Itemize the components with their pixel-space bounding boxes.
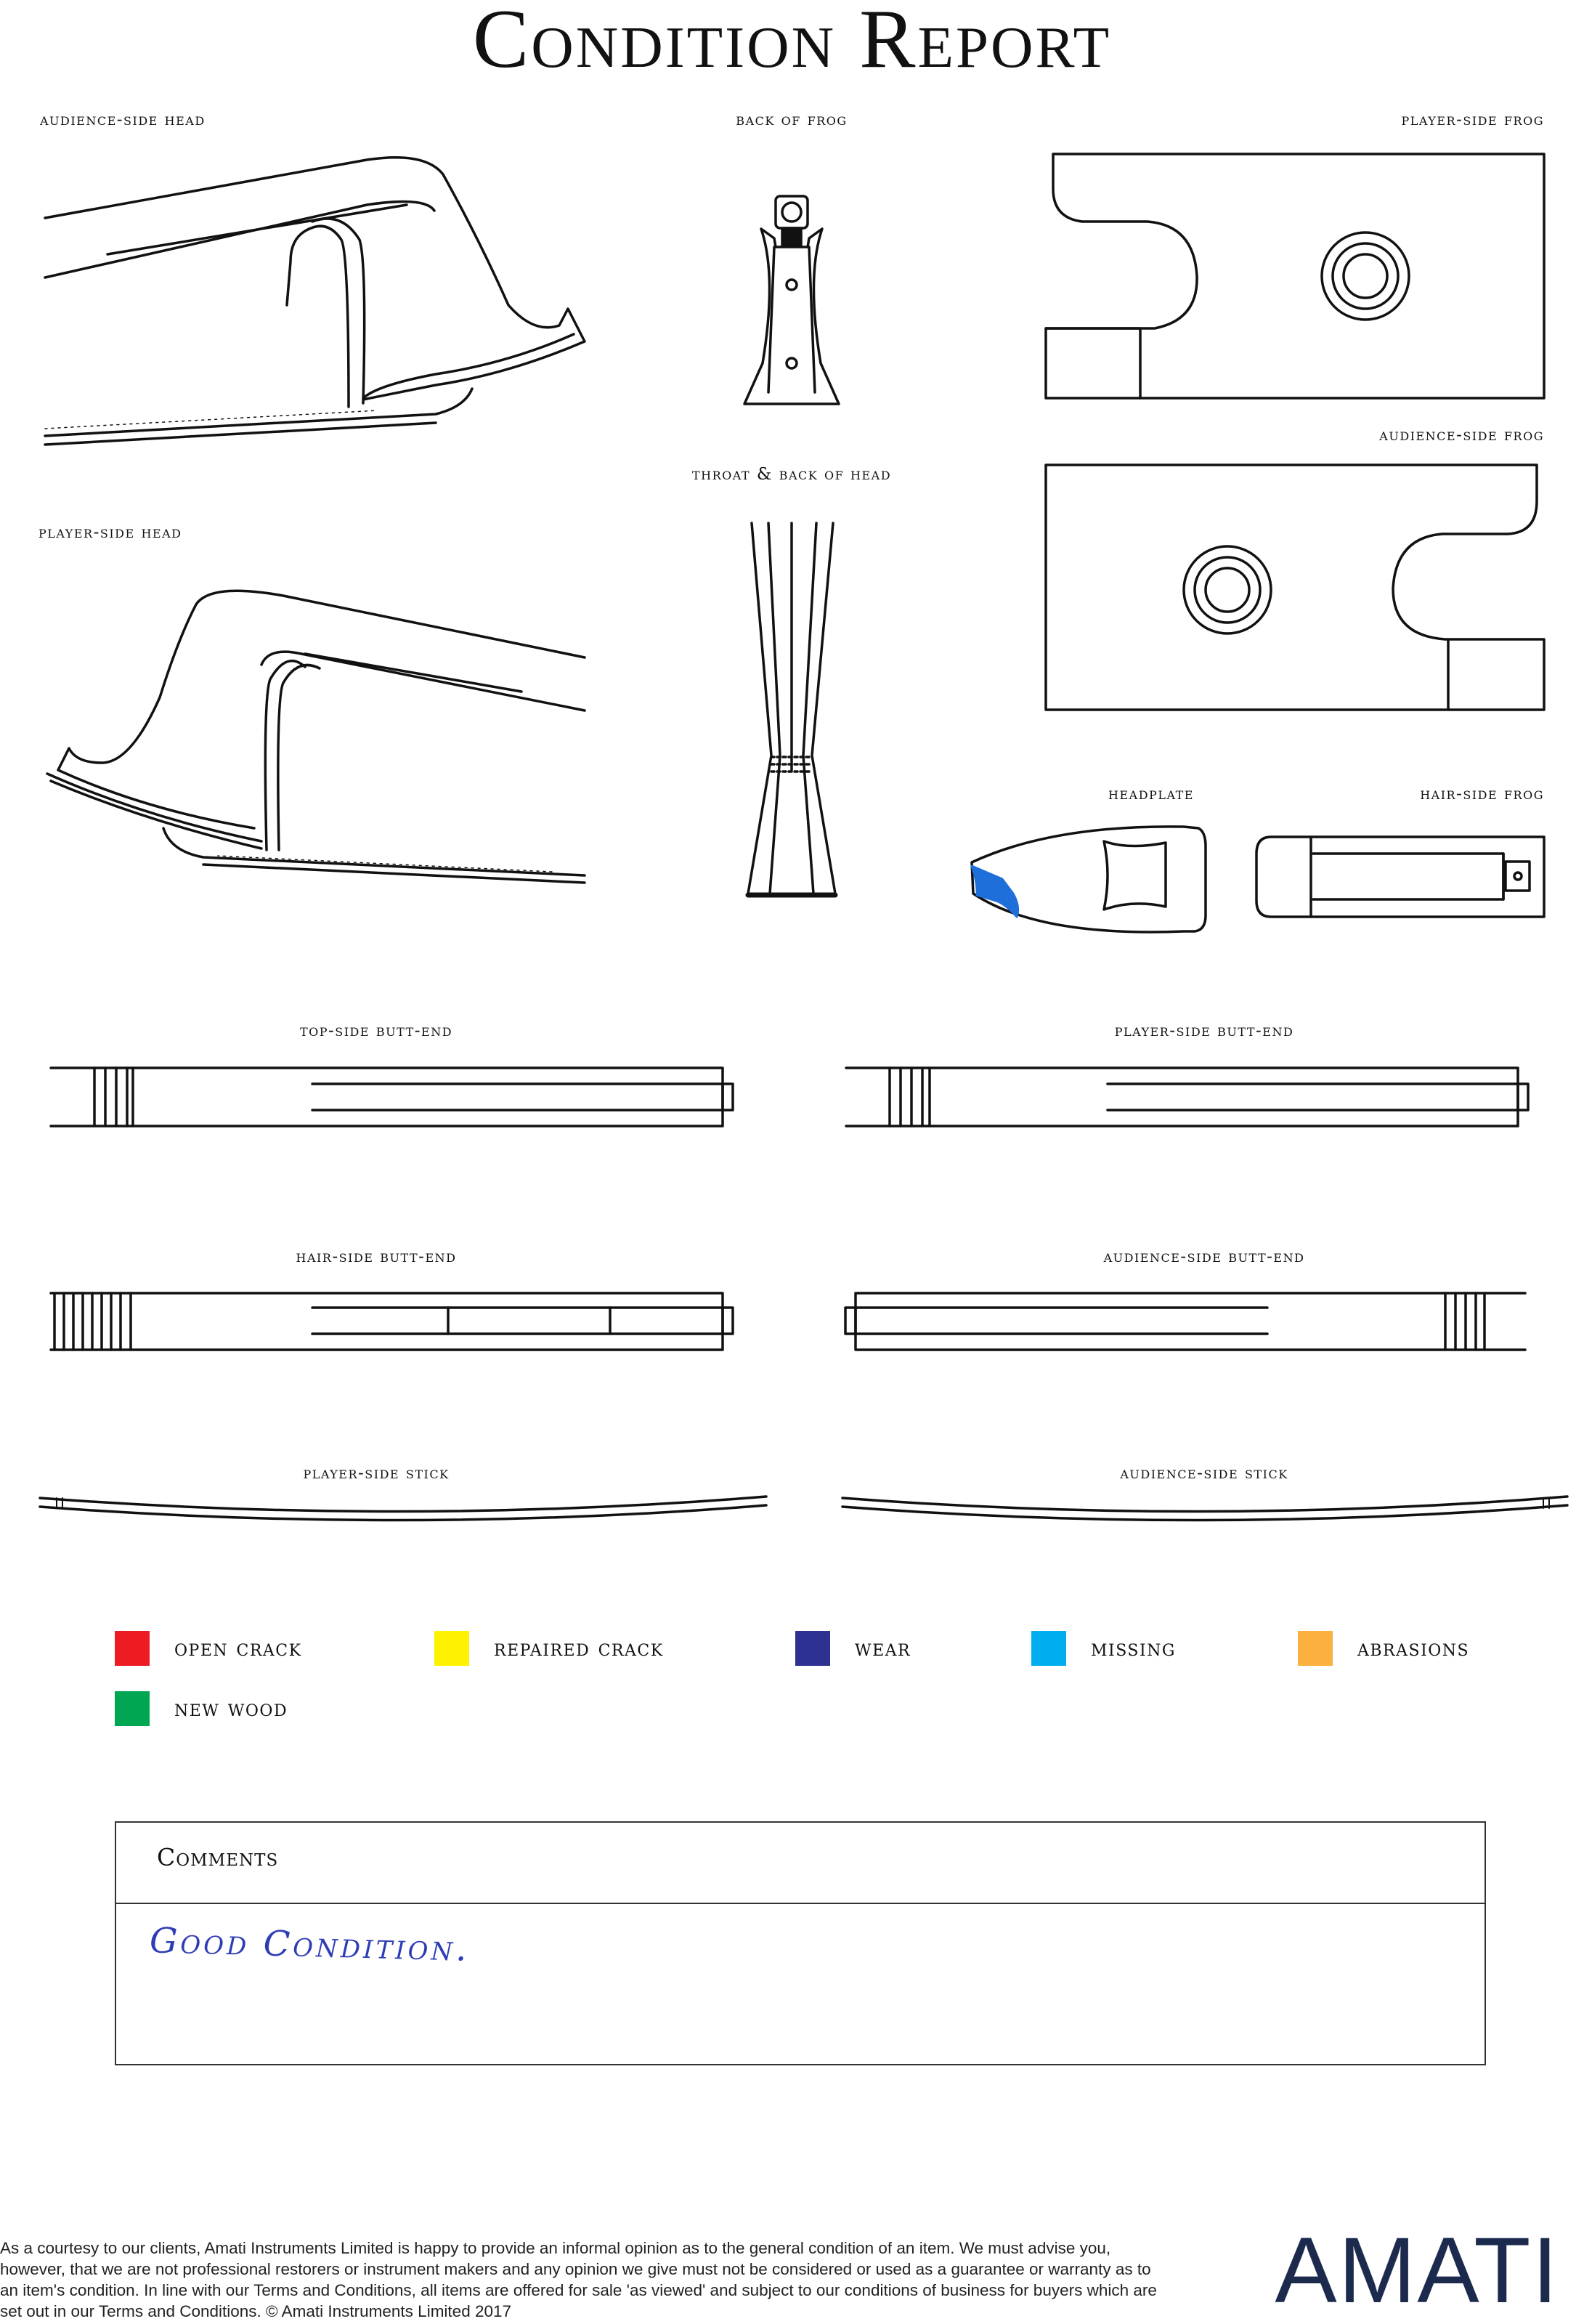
open-crack-swatch [115, 1631, 150, 1666]
audience-side-butt-end-drawing [845, 1293, 1525, 1350]
player-side-frog-drawing [1046, 154, 1544, 398]
legend-label: repaired crack [494, 1635, 664, 1661]
legend-wear [795, 1631, 911, 1666]
legend-missing [1031, 1631, 1176, 1666]
top-side-butt-end-drawing [51, 1068, 733, 1126]
player-side-stick-drawing [40, 1497, 766, 1521]
amati-logo: AMATI [1275, 2219, 1559, 2323]
legend-abrasions [1298, 1631, 1469, 1666]
legend-label: new wood [174, 1696, 288, 1722]
comments-header [116, 1823, 1485, 1904]
wear-swatch [795, 1631, 830, 1666]
throat-back-of-head-drawing [748, 523, 835, 895]
audience-side-stick-drawing [842, 1497, 1567, 1521]
label-audience-side-frog: audience-side frog [1379, 426, 1544, 445]
audience-side-head-drawing [45, 158, 585, 445]
abrasions-swatch [1298, 1631, 1333, 1666]
label-audience-side-butt-end: audience-side butt-end [1103, 1247, 1305, 1266]
label-audience-side-stick: audience-side stick [1120, 1464, 1288, 1483]
legend-open-crack [115, 1631, 302, 1666]
headplate-drawing [972, 827, 1206, 932]
label-back-of-frog: back of frog [736, 110, 848, 129]
label-audience-side-head: audience-side head [40, 110, 206, 129]
label-player-side-butt-end: player-side butt-end [1114, 1021, 1294, 1040]
repaired-crack-swatch [434, 1631, 469, 1666]
back-of-frog-drawing [744, 196, 839, 404]
disclaimer-text: As a courtesy to our clients, Amati Instruments Limited is happy to provide an informal opinion as to the general condition of an item. We must advise you, however, that we are not professional restorers or instrument makers and any opinion we give must not be considered or used as a guarantee or warranty as to an item's condition. In line with our Terms and Conditions, all items are offered for sale 'as viewed' and subject to our conditions of business for buyers which are set out in our Terms and Conditions. © Amati Instruments Limited 2017 [0, 2239, 1157, 2320]
legend-new-wood [115, 1691, 288, 1726]
hair-side-butt-end-drawing [51, 1293, 733, 1350]
missing-swatch [1031, 1631, 1066, 1666]
label-hair-side-frog: hair-side frog [1420, 785, 1544, 803]
label-player-side-head: player-side head [38, 523, 182, 542]
label-top-side-butt-end: top-side butt-end [299, 1021, 453, 1040]
handwritten-comment: Good Condition. [149, 1920, 471, 1969]
label-throat-back-of-head: throat & back of head [691, 465, 892, 484]
label-hair-side-butt-end: hair-side butt-end [296, 1247, 457, 1266]
legend-label: open crack [174, 1635, 302, 1661]
page-title: Condition Report [472, 0, 1112, 86]
player-side-head-drawing [47, 591, 585, 883]
audience-side-frog-drawing [1046, 465, 1544, 710]
label-player-side-frog: player-side frog [1401, 110, 1544, 129]
new-wood-swatch [115, 1691, 150, 1726]
comments-box [115, 1821, 1486, 2065]
hair-side-frog-drawing [1256, 837, 1544, 917]
comments-heading: Comments [157, 1843, 279, 1871]
label-player-side-stick: player-side stick [303, 1464, 450, 1483]
legend-label: wear [855, 1635, 911, 1661]
missing-annotation-mark [972, 866, 1018, 917]
label-headplate: headplate [1108, 785, 1194, 803]
legend-label: abrasions [1357, 1635, 1470, 1661]
legend-label: missing [1091, 1635, 1176, 1661]
legend-repaired-crack [434, 1631, 664, 1666]
player-side-butt-end-drawing [846, 1068, 1528, 1126]
